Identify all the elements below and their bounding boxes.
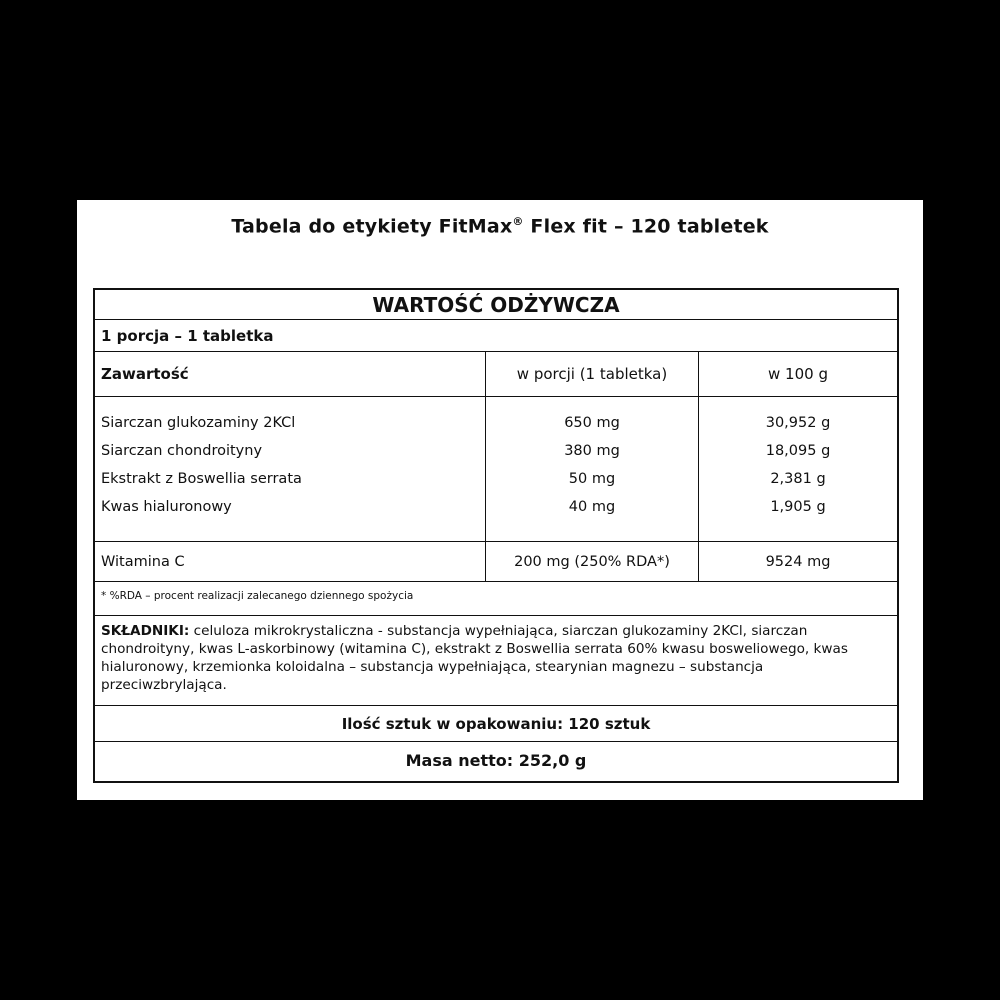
net-mass: Masa netto: 252,0 g	[405, 751, 587, 770]
table-cell-per-serving: 380 mg	[564, 443, 620, 459]
table-cell-per-100g: 18,095 g	[765, 443, 831, 459]
vitamin-name: Witamina C	[95, 542, 486, 581]
ingredients-label: SKŁADNIKI:	[101, 623, 190, 639]
column-header-per-serving: w porcji (1 tabletka)	[486, 352, 699, 396]
package-count: Ilość sztuk w opakowaniu: 120 sztuk	[95, 706, 897, 742]
table-cell-per-serving: 40 mg	[568, 499, 616, 515]
ingredient-names	[95, 397, 486, 541]
registered-mark: ®	[512, 215, 524, 228]
table-row-name: Siarczan chondroityny	[101, 443, 263, 459]
vitamin-per-100g: 9524 mg	[765, 554, 831, 570]
table-header: WARTOŚĆ ODŻYWCZA	[95, 290, 897, 320]
table-cell-per-100g: 1,905 g	[770, 499, 826, 515]
rda-footnote: * %RDA – procent realizacji zalecanego dziennego spożycia	[95, 582, 897, 616]
vitamin-c-row	[95, 542, 897, 582]
table-cell-per-100g: 30,952 g	[765, 415, 831, 431]
nutrition-table	[93, 288, 899, 783]
ingredients-block	[95, 616, 897, 706]
portion-row: 1 porcja – 1 tabletka	[95, 320, 897, 352]
table-row-name: Ekstrakt z Boswellia serrata	[101, 471, 302, 487]
title-prefix: Tabela do etykiety FitMax	[231, 215, 513, 238]
table-row-name: Kwas hialuronowy	[101, 499, 232, 515]
vitamin-per-serving: 200 mg (250% RDA*)	[486, 542, 699, 581]
column-header-per-100g: w 100 g	[768, 365, 828, 383]
per-100g-values	[699, 397, 897, 541]
table-cell-per-serving: 650 mg	[564, 415, 620, 431]
document-title	[0, 215, 1000, 237]
per-serving-values	[486, 397, 699, 541]
column-header-content: Zawartość	[95, 352, 486, 396]
title-suffix: Flex fit – 120 tabletek	[523, 215, 769, 238]
table-row-name: Siarczan glukozaminy 2KCl	[101, 415, 296, 431]
main-ingredients-rows	[95, 397, 897, 542]
column-headers	[95, 352, 897, 397]
ingredients-text: celuloza mikrokrystaliczna - substancja wypełniająca, siarczan glukozaminy 2KCl, siarczan chondroityny, kwas L-askorbinowy (witamina C), ekstrakt z Boswellia serrata 60% kwasu bosweliowego, kwas hialuronowy, krzemionka koloidalna – substancja wypełniająca, stearynian magnezu – substancja przeciwzbrylająca.	[101, 623, 848, 693]
table-cell-per-serving: 50 mg	[568, 471, 616, 487]
table-cell-per-100g: 2,381 g	[770, 471, 826, 487]
